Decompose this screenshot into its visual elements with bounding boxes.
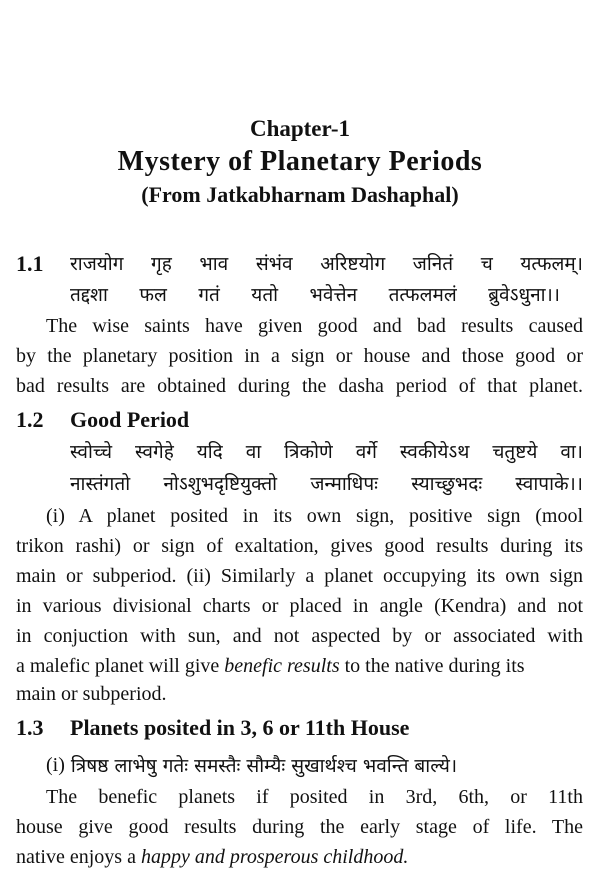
- verse-prefix: (i): [46, 753, 65, 776]
- body-line: The benefic planets if posited in 3rd, 6th, or 11th: [46, 786, 583, 808]
- chapter-title: Mystery of Planetary Periods: [117, 146, 483, 177]
- sanskrit-verse-line: राजयोग गृह भाव संभंव अरिष्टयोग जनितं च यत्फलम्।: [70, 253, 583, 275]
- sanskrit-verse-line: नास्तंगतो नोऽशुभदृष्टियुक्तो जन्माधिपः स्याच्छुभदः स्वापाके।।: [70, 473, 583, 495]
- body-text: to the native during its: [339, 655, 525, 677]
- body-line: (i) A planet posited in its own sign, positive sign (mool: [46, 505, 583, 527]
- chapter-subtitle: (From Jatkabharnam Dashaphal): [141, 182, 459, 207]
- body-line: [16, 653, 583, 679]
- verse-row: [46, 752, 583, 778]
- section-heading: Good Period: [70, 407, 190, 432]
- body-line: [16, 844, 583, 870]
- body-line: main or subperiod. (ii) Similarly a planet occupying its own sign: [16, 565, 583, 587]
- body-text: native enjoys a: [16, 846, 141, 868]
- emphasis-text: happy and prosperous childhood.: [140, 846, 409, 868]
- body-line: house give good results during the early stage of life. The: [16, 816, 583, 838]
- sanskrit-verse-line: तद्दशा फल गतं यतो भवेत्तेन तत्फलमलं ब्रुवेऽधुना।।: [70, 284, 560, 306]
- section-number: 1.3: [16, 715, 44, 740]
- body-line: main or subperiod.: [16, 683, 167, 705]
- body-line: trikon rashi) or sign of exaltation, gives good results during its: [16, 535, 583, 557]
- body-text: a malefic planet will give: [16, 655, 225, 677]
- section-heading: Planets posited in 3, 6 or 11th House: [70, 715, 410, 740]
- sanskrit-verse-line: त्रिषष्ठ लाभेषु गतेः समस्तैः सौम्यैः सुखार्थश्च भवन्ति बाल्ये।: [70, 755, 458, 777]
- chapter-label: Chapter-1: [249, 116, 351, 141]
- body-line: in various divisional charts or placed in angle (Kendra) and not: [16, 595, 583, 617]
- section-number: 1.2: [16, 407, 44, 432]
- body-line: by the planetary position in a sign or house and those good or: [16, 345, 583, 367]
- emphasis-text: benefic results: [224, 655, 340, 677]
- body-line: The wise saints have given good and bad results caused: [46, 315, 583, 337]
- body-line: in conjuction with sun, and not aspected by or associated with: [16, 625, 583, 647]
- sanskrit-verse-line: स्वोच्चे स्वगेहे यदि वा त्रिकोणे वर्गे स्वकीयेऽथ चतुष्टये वा।: [70, 441, 583, 463]
- section-number: 1.1: [16, 251, 44, 276]
- body-line: bad results are obtained during the dasha period of that planet.: [16, 375, 583, 397]
